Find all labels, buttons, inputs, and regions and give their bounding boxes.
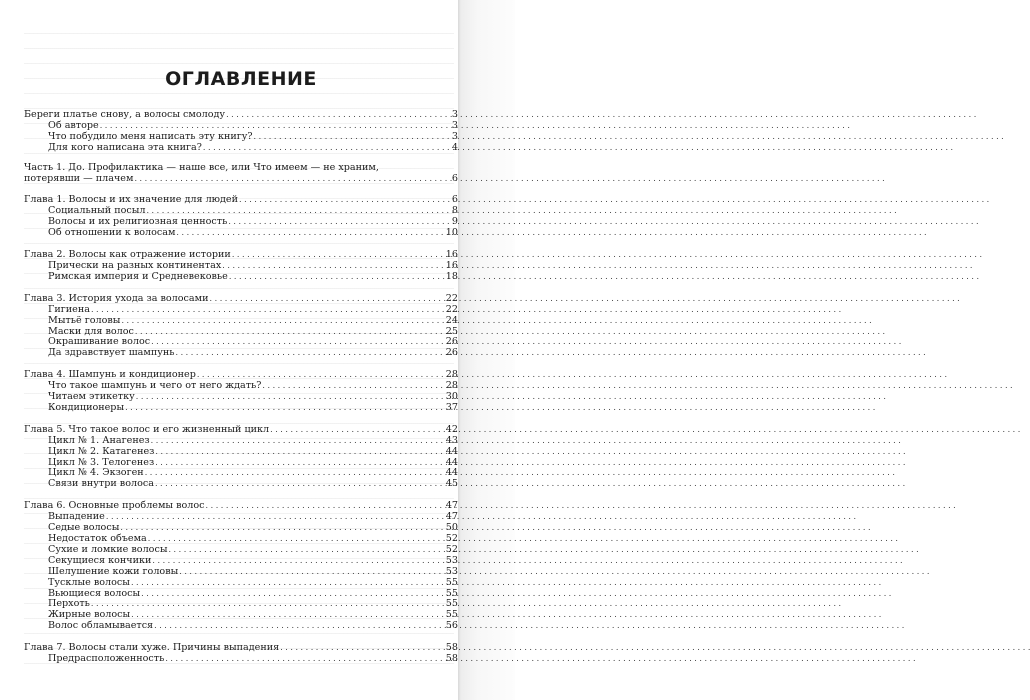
toc-entry-label: Глава 6. Основные проблемы волос	[24, 500, 205, 512]
toc-entry-page: 43	[445, 434, 458, 446]
part-title-line-1[interactable]: Часть 1. До. Профилактика — наше все, или Что имеем — не храним,	[24, 161, 379, 173]
toc-entry[interactable]	[24, 621, 458, 632]
toc-entry-page: 3	[451, 119, 458, 131]
toc-entry-label: Глава 5. Что такое волос и его жизненный цикл	[24, 423, 270, 435]
toc-group-chapter-6	[24, 501, 458, 632]
toc-group-chapter-5	[24, 425, 458, 490]
toc-entry-page: 26	[445, 347, 458, 359]
toc-entry-page: 53	[445, 565, 458, 577]
toc-entry-label: Что такое шампунь и чего от него ждать?	[48, 380, 262, 392]
toc-entry-label: Социальный посыл	[48, 205, 146, 217]
leader-dots	[206, 501, 443, 512]
leader-dots	[179, 567, 443, 578]
leader-dots	[232, 250, 443, 261]
leader-dots	[120, 523, 443, 534]
toc-entry-label: Предрасположенность	[48, 653, 165, 665]
toc-entry-page: 55	[445, 598, 458, 610]
toc-entry-page: 47	[445, 511, 458, 523]
toc-entry-page: 30	[445, 391, 458, 403]
toc-entry-label: Цикл № 3. Телогенез	[48, 456, 155, 468]
leader-dots	[176, 348, 444, 359]
leader-dots	[154, 621, 443, 632]
toc-entry-page: 47	[445, 500, 458, 512]
leader-dots	[222, 261, 443, 272]
leader-dots	[121, 316, 443, 327]
toc-entry-page: 16	[445, 249, 458, 261]
toc-entry-page: 58	[445, 653, 458, 665]
toc-entry-page: 55	[445, 587, 458, 599]
toc-entry-page: 28	[445, 369, 458, 381]
part-title-line-2: потерявши — плачем	[24, 172, 134, 184]
toc-entry-page: 52	[445, 543, 458, 555]
toc-entry-page: 44	[445, 467, 458, 479]
toc-entry-page: 24	[445, 314, 458, 326]
toc-entry-page: 3	[451, 130, 458, 142]
toc-entry-label: Волос обламывается	[48, 620, 154, 632]
toc-entry-label: Читаем этикетку	[48, 391, 135, 403]
leader-dots	[151, 436, 443, 447]
leader-dots	[155, 447, 443, 458]
toc-entry-label: Выпадение	[48, 511, 105, 523]
leader-dots	[151, 337, 443, 348]
toc-entry-label: Недостаток объема	[48, 533, 147, 544]
toc-entry-label: Окрашивание волос	[48, 336, 151, 348]
leader-dots	[106, 512, 443, 523]
toc-entry-label: Глава 3. История ухода за волосами	[24, 292, 209, 304]
toc-entry-label: Секущиеся кончики	[48, 554, 152, 566]
toc-entry-label: Перхоть	[48, 598, 90, 610]
toc-group-part-1	[24, 163, 458, 185]
leader-dots	[254, 132, 443, 143]
toc-group-chapter-7	[24, 643, 458, 665]
leader-dots	[210, 294, 443, 305]
toc-entry[interactable]	[24, 654, 458, 665]
table-of-contents	[24, 68, 458, 676]
toc-entry-label: Да здравствует шампунь	[48, 347, 175, 359]
toc-entry[interactable]	[24, 174, 458, 185]
toc-entry-page: 22	[445, 292, 458, 304]
leader-dots	[134, 174, 443, 185]
leader-dots	[131, 610, 443, 621]
leader-dots	[155, 479, 443, 490]
toc-entry[interactable]	[24, 272, 458, 283]
toc-entry-label: Глава 4. Шампунь и кондиционер	[24, 369, 196, 381]
leader-dots	[145, 468, 443, 479]
toc-entry[interactable]	[24, 403, 458, 414]
leader-dots	[239, 195, 443, 206]
leader-dots	[262, 381, 443, 392]
toc-entry-page: 42	[445, 423, 458, 435]
toc-entry[interactable]	[24, 348, 458, 359]
toc-entry[interactable]	[24, 316, 458, 327]
toc-entry-label: Глава 7. Волосы стали хуже. Причины выпадения	[24, 642, 280, 654]
toc-entry-page: 55	[445, 609, 458, 621]
page-title: ОГЛАВЛЕНИЕ	[165, 68, 317, 90]
toc-entry-page: 6	[451, 194, 458, 206]
toc-entry-label: Кондиционеры	[48, 401, 125, 413]
toc-entry-label: Глава 2. Волосы как отражение истории	[24, 249, 231, 261]
toc-group-chapter-3	[24, 294, 458, 359]
toc-entry-page: 55	[445, 576, 458, 588]
toc-entry-page: 58	[445, 642, 458, 654]
toc-entry-label: Для кого написана эта книга?	[48, 141, 202, 153]
leader-dots	[136, 392, 443, 403]
toc-entry[interactable]	[24, 479, 458, 490]
toc-group-chapter-4	[24, 370, 458, 414]
toc-entry-page: 56	[445, 620, 458, 632]
leader-dots	[131, 578, 443, 589]
toc-entry-label: Тусклые волосы	[48, 576, 130, 588]
toc-entry-page: 3	[451, 109, 458, 120]
toc-entry-page: 50	[445, 522, 458, 534]
leader-dots	[203, 143, 443, 154]
toc-entry[interactable]	[24, 228, 458, 239]
toc-entry-label: Цикл № 1. Анагенез	[48, 434, 150, 446]
toc-entry-page: 44	[445, 445, 458, 457]
toc-entry-page: 37	[445, 401, 458, 413]
toc-entry-page: 10	[445, 227, 458, 239]
toc-entry-label: Жирные волосы	[48, 609, 131, 621]
toc-entry-page: 8	[451, 205, 458, 217]
toc-entry-page: 25	[445, 325, 458, 337]
toc-entry-label: Маски для волос	[48, 325, 134, 337]
toc-entry-label: Римская империя и Средневековье	[48, 270, 228, 282]
toc-group-chapter-1	[24, 195, 458, 239]
leader-dots	[125, 403, 443, 414]
toc-entry-page: 4	[451, 141, 458, 153]
toc-entry-page: 44	[445, 456, 458, 468]
toc-entry-page: 22	[445, 303, 458, 315]
leader-dots	[228, 217, 443, 228]
toc-entry-page: 52	[445, 533, 458, 544]
toc-entry-page: 26	[445, 336, 458, 348]
toc-entry-label: Цикл № 2. Катагенез	[48, 445, 155, 457]
toc-group-chapter-2	[24, 250, 458, 283]
toc-group-intro	[24, 110, 458, 154]
leader-dots	[155, 458, 443, 469]
leader-dots	[176, 228, 443, 239]
toc-entry-label: Цикл № 4. Экзоген	[48, 467, 144, 479]
toc-entry-page: 28	[445, 380, 458, 392]
toc-entry-label: Береги платье снову, а волосы смолоду	[24, 109, 226, 120]
toc-entry[interactable]	[24, 447, 458, 458]
toc-entry-label: Седые волосы	[48, 522, 120, 534]
toc-entry[interactable]	[24, 578, 458, 589]
leader-dots	[91, 305, 443, 316]
leader-dots	[148, 534, 443, 545]
toc-entry[interactable]	[24, 567, 458, 578]
leader-dots	[168, 545, 443, 556]
toc-entry-label: Об отношении к волосам	[48, 227, 176, 239]
leader-dots	[280, 643, 443, 654]
toc-entry[interactable]	[24, 143, 458, 154]
leader-dots	[226, 110, 443, 121]
toc-entry-label: Глава 1. Волосы и их значение для людей	[24, 194, 239, 206]
toc-entry-page: 18	[445, 270, 458, 282]
leader-dots	[270, 425, 443, 436]
chapter-list	[24, 195, 458, 665]
toc-entry-label: Шелушение кожи головы	[48, 565, 179, 577]
toc-entry-page: 45	[445, 478, 458, 490]
toc-entry-label: Прически на разных континентах	[48, 259, 222, 271]
toc-entry-label: Сухие и ломкие волосы	[48, 543, 168, 555]
toc-entry-label: Гигиена	[48, 303, 90, 315]
toc-entry-label: Мытьё головы	[48, 314, 121, 326]
leader-dots	[152, 556, 443, 567]
toc-entry-label: Волосы и их религиозная ценность	[48, 216, 228, 228]
toc-entry[interactable]	[24, 305, 458, 316]
leader-dots	[135, 327, 443, 338]
toc-entry-page: 53	[445, 554, 458, 566]
toc-entry-page: 9	[451, 216, 458, 228]
toc-entry-label: Вьющиеся волосы	[48, 587, 141, 599]
toc-entry-label: Что побудило меня написать эту книгу?	[48, 130, 253, 142]
toc-entry-page: 6	[451, 172, 458, 184]
leader-dots	[91, 599, 443, 610]
toc-entry-label: Об авторе	[48, 119, 99, 131]
leader-dots	[141, 589, 443, 600]
leader-dots	[165, 654, 443, 665]
toc-entry-page: 16	[445, 259, 458, 271]
leader-dots	[229, 272, 443, 283]
toc-entry-label: Связи внутри волоса	[48, 478, 154, 490]
